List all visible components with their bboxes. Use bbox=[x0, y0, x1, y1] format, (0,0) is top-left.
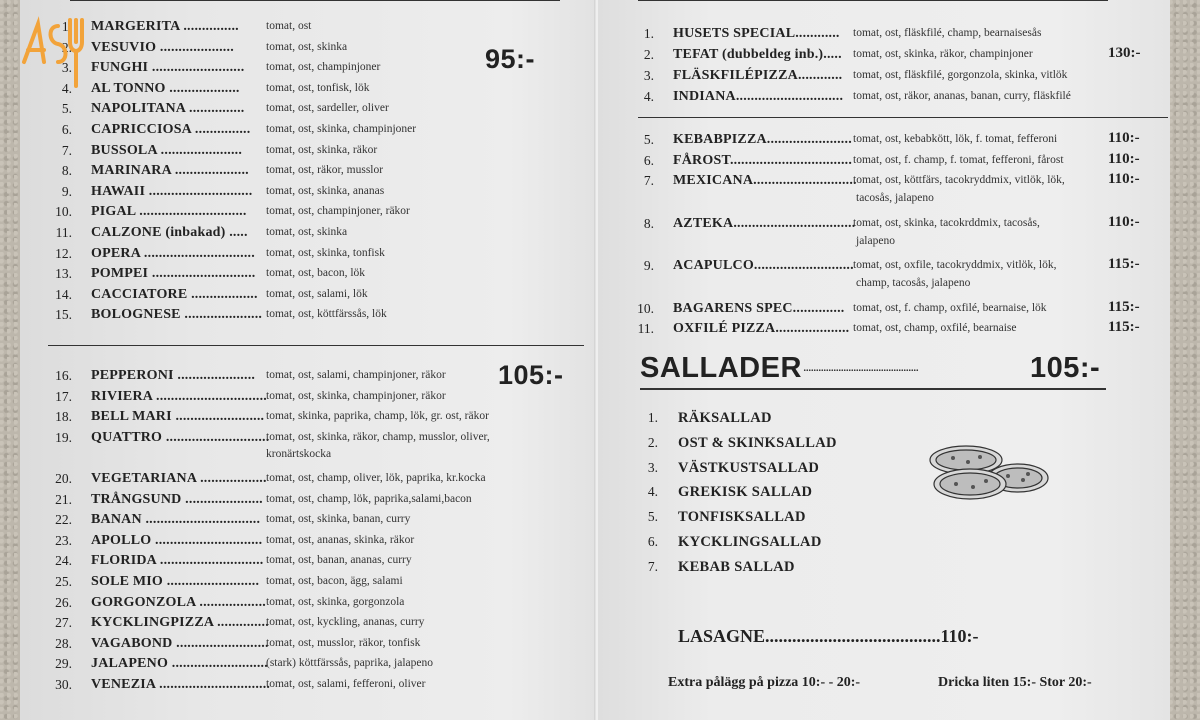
item-number: 19. bbox=[55, 429, 72, 445]
item-number: 8. bbox=[61, 163, 72, 179]
item-name: JALAPENO .......................... bbox=[91, 656, 268, 672]
item-ingredients: tomat, ost, kebabkött, lök, f. tomat, fefferoni bbox=[853, 133, 1058, 145]
item-name: TEFAT (dubbeldeg inb.)..... bbox=[673, 47, 842, 62]
restaurant-logo bbox=[18, 12, 88, 92]
item-number: 1. bbox=[61, 19, 72, 34]
item-ingredients: tomat, ost, skinka, tacokrddmix, tacosås, bbox=[853, 216, 1040, 229]
item-ingredients: tomat, ost, skinka bbox=[266, 40, 348, 53]
salad-number: 2. bbox=[647, 434, 658, 450]
sallader-title: SALLADER bbox=[640, 352, 802, 384]
item-number: 8. bbox=[643, 215, 654, 231]
item-ingredients: (stark) köttfärssås, paprika, jalapeno bbox=[266, 657, 434, 670]
item-name: BANAN ............................... bbox=[91, 512, 261, 528]
item-name: KYCKLINGPIZZA .............. bbox=[91, 615, 269, 631]
item-name: TRÅNGSUND ..................... bbox=[91, 491, 263, 507]
item-number: 6. bbox=[61, 122, 72, 137]
item-ingredients: tomat, ost bbox=[266, 20, 312, 32]
item-number: 20. bbox=[55, 470, 72, 486]
item-name: APOLLO ............................. bbox=[91, 532, 263, 548]
drinks-prices: Dricka liten 15:- Stor 20:- bbox=[938, 675, 1092, 690]
item-price: 130:- bbox=[1108, 45, 1141, 61]
item-name: VENEZIA .............................. bbox=[91, 676, 271, 692]
menu-page-left bbox=[20, 0, 596, 720]
item-number: 26. bbox=[55, 594, 72, 610]
item-name: QUATTRO ............................ bbox=[91, 429, 270, 445]
item-name: SOLE MIO ......................... bbox=[91, 573, 260, 589]
item-number: 7. bbox=[643, 173, 654, 188]
item-ingredients: tomat, ost, skinka, tonfisk bbox=[266, 246, 385, 259]
item-name: MARGERITA ............... bbox=[91, 19, 239, 34]
item-ingredients: tomat, ost, tonfisk, lök bbox=[266, 81, 370, 94]
item-number: 7. bbox=[61, 142, 72, 158]
item-name: HAWAII ............................ bbox=[91, 183, 253, 199]
item-name: CACCIATORE .................. bbox=[91, 286, 258, 302]
item-number: 22. bbox=[55, 512, 72, 528]
item-ingredients: tomat, ost, skinka, banan, curry bbox=[266, 513, 411, 526]
item-number: 18. bbox=[55, 409, 72, 425]
salad-name: TONFISKSALLAD bbox=[678, 509, 806, 526]
item-number: 12. bbox=[55, 245, 72, 261]
item-ingredients: tomat, ost, champ, oliver, lök, paprika, kr.kocka bbox=[266, 471, 486, 484]
top-rule bbox=[70, 0, 560, 1]
item-ingredients: tomat, ost, räkor, musslor bbox=[266, 164, 384, 177]
item-ingredients-cont: jalapeno bbox=[856, 234, 895, 247]
item-name: HUSETS SPECIAL............ bbox=[673, 26, 840, 41]
pizza-illustration bbox=[928, 440, 1050, 506]
item-ingredients-cont: champ, tacosås, jalapeno bbox=[856, 277, 971, 289]
item-number: 4. bbox=[643, 89, 654, 104]
item-ingredients: tomat, skinka, paprika, champ, lök, gr. ost, räkor bbox=[266, 410, 489, 423]
item-name: INDIANA............................. bbox=[673, 89, 844, 104]
lasagne-line: LASAGNE.......................................110:- bbox=[678, 626, 979, 646]
extra-toppings-note: Extra pålägg på pizza 10:- - 20:- bbox=[668, 675, 861, 690]
salad-number: 1. bbox=[647, 410, 658, 425]
item-ingredients: tomat, ost, champinjoner bbox=[266, 61, 381, 74]
item-ingredients: tomat, ost, f. champ, oxfilé, bearnaise, lök bbox=[853, 301, 1047, 314]
item-number: 27. bbox=[55, 615, 72, 631]
item-name: KEBABPIZZA....................... bbox=[673, 132, 852, 147]
item-ingredients: tomat, ost, champinjoner, räkor bbox=[266, 205, 410, 218]
item-name: PIGAL ............................. bbox=[91, 204, 247, 220]
item-ingredients: tomat, ost, champ, oxfilé, bearnaise bbox=[853, 322, 1017, 334]
item-name: FÅROST................................. bbox=[673, 152, 853, 168]
salad-name: GREKISK SALLAD bbox=[678, 484, 813, 501]
item-number: 21. bbox=[55, 491, 72, 507]
item-ingredients: tomat, ost, skinka, räkor bbox=[266, 143, 378, 156]
salad-number: 6. bbox=[647, 534, 658, 549]
price-105: 105:- bbox=[498, 360, 564, 390]
sallader-dots: .............................................. bbox=[803, 360, 918, 375]
salad-number: 5. bbox=[647, 509, 658, 525]
item-price: 110:- bbox=[1108, 130, 1140, 146]
item-name: MARINARA .................... bbox=[91, 163, 249, 179]
item-ingredients: tomat, ost, salami, lök bbox=[266, 287, 368, 300]
item-name: FUNGHI ......................... bbox=[91, 60, 245, 76]
item-price: 110:- bbox=[1108, 171, 1140, 187]
item-name: OPERA .............................. bbox=[91, 245, 255, 261]
item-name: RIVIERA .............................. bbox=[91, 388, 268, 404]
item-ingredients: tomat, ost, skinka bbox=[266, 226, 348, 238]
item-ingredients: tomat, ost, bacon, ägg, salami bbox=[266, 574, 403, 587]
item-number: 24. bbox=[55, 553, 72, 569]
item-ingredients: tomat, ost, banan, ananas, curry bbox=[266, 554, 412, 567]
item-number: 16. bbox=[55, 368, 72, 383]
item-ingredients-cont: kronärtskocka bbox=[266, 447, 332, 460]
item-price: 110:- bbox=[1108, 213, 1140, 230]
item-ingredients: tomat, ost, skinka, ananas bbox=[266, 184, 385, 197]
item-name: POMPEI ............................ bbox=[91, 266, 256, 282]
item-ingredients: tomat, ost, räkor, ananas, banan, curry, fläskfilé bbox=[853, 90, 1071, 102]
item-number: 30. bbox=[55, 676, 72, 692]
item-ingredients: tomat, ost, oxfile, tacokryddmix, vitlök, lök, bbox=[853, 259, 1057, 271]
item-ingredients: tomat, ost, köttfärs, tacokryddmix, vitlök, lök, bbox=[853, 174, 1065, 186]
item-ingredients-cont: tacosås, jalapeno bbox=[856, 192, 934, 204]
item-ingredients: tomat, ost, skinka, räkor, champinjoner bbox=[853, 48, 1033, 60]
item-price: 115:- bbox=[1108, 256, 1140, 272]
item-number: 17. bbox=[55, 388, 72, 404]
item-ingredients: tomat, ost, kyckling, ananas, curry bbox=[266, 616, 425, 629]
item-ingredients: tomat, ost, f. champ, f. tomat, fefferoni, fårost bbox=[853, 153, 1064, 166]
item-number: 11. bbox=[637, 321, 654, 336]
item-name: VEGETARIANA .................. bbox=[91, 470, 267, 486]
item-number: 4. bbox=[61, 80, 72, 96]
item-number: 10. bbox=[637, 300, 654, 316]
item-number: 9. bbox=[61, 183, 72, 199]
item-number: 13. bbox=[55, 266, 72, 282]
item-number: 2. bbox=[61, 39, 72, 55]
item-name: PEPPERONI ..................... bbox=[91, 368, 256, 383]
item-ingredients: tomat, ost, skinka, räkor, champ, musslor, oliver, bbox=[266, 430, 490, 443]
item-number: 15. bbox=[55, 307, 72, 323]
item-ingredients: tomat, ost, champ, lök, paprika,salami,bacon bbox=[266, 492, 472, 505]
item-number: 14. bbox=[55, 286, 72, 302]
item-name: GORGONZOLA .................. bbox=[91, 594, 266, 610]
item-number: 5. bbox=[61, 101, 72, 117]
salad-number: 3. bbox=[647, 459, 658, 475]
item-number: 5. bbox=[643, 132, 654, 147]
item-ingredients: tomat, ost, skinka, champinjoner, räkor bbox=[266, 389, 446, 402]
item-number: 25. bbox=[55, 573, 72, 589]
item-number: 3. bbox=[643, 68, 654, 83]
menu-page-right bbox=[598, 0, 1170, 720]
item-name: AL TONNO ................... bbox=[91, 80, 240, 96]
item-price: 110:- bbox=[1108, 150, 1140, 167]
item-ingredients: tomat, ost, köttfärssås, lök bbox=[266, 308, 387, 321]
item-name: AZTEKA................................. bbox=[673, 215, 856, 231]
top-rule-right bbox=[638, 0, 1108, 1]
item-name: FLORIDA ............................ bbox=[91, 553, 264, 569]
item-ingredients: tomat, ost, fläskfilé, gorgonzola, skinka, vitlök bbox=[853, 69, 1068, 81]
item-ingredients: tomat, ost, ananas, skinka, räkor bbox=[266, 533, 415, 546]
salad-number: 4. bbox=[647, 484, 658, 500]
item-name: BUSSOLA ...................... bbox=[91, 142, 243, 158]
item-name: CALZONE (inbakad) ..... bbox=[91, 225, 248, 240]
item-number: 23. bbox=[55, 532, 72, 548]
item-name: CAPRICCIOSA ............... bbox=[91, 122, 251, 137]
item-number: 28. bbox=[55, 635, 72, 651]
item-name: FLÄSKFILÉPIZZA............ bbox=[673, 68, 843, 83]
item-name: MEXICANA............................ bbox=[673, 173, 857, 188]
item-name: BELL MARI ........................ bbox=[91, 409, 265, 425]
item-number: 10. bbox=[55, 204, 72, 220]
item-number: 9. bbox=[643, 258, 654, 273]
salad-number: 7. bbox=[647, 558, 658, 574]
item-name: NAPOLITANA ............... bbox=[91, 101, 245, 117]
sallader-price: 105:- bbox=[1030, 352, 1101, 384]
section-divider-right bbox=[638, 117, 1168, 118]
item-name: OXFILÉ PIZZA.................... bbox=[673, 321, 850, 336]
item-ingredients: tomat, ost, bacon, lök bbox=[266, 267, 366, 280]
item-ingredients: tomat, ost, salami, champinjoner, räkor bbox=[266, 369, 446, 381]
item-number: 2. bbox=[643, 47, 654, 62]
item-name: BOLOGNESE ..................... bbox=[91, 307, 263, 323]
price-95: 95:- bbox=[485, 44, 536, 74]
item-name: VESUVIO .................... bbox=[91, 39, 234, 55]
salad-name: OST & SKINKSALLAD bbox=[678, 434, 837, 451]
item-number: 6. bbox=[643, 152, 654, 168]
salad-name: VÄSTKUSTSALLAD bbox=[678, 459, 820, 476]
sallader-underline bbox=[640, 388, 1106, 390]
item-number: 3. bbox=[61, 60, 72, 76]
item-price: 115:- bbox=[1108, 298, 1140, 315]
item-name: VAGABOND ......................... bbox=[91, 635, 269, 651]
item-number: 1. bbox=[643, 26, 654, 41]
item-number: 11. bbox=[55, 225, 72, 240]
item-ingredients: tomat, ost, fläskfilé, champ, bearnaisesås bbox=[853, 27, 1042, 39]
item-name: BAGARENS SPEC.............. bbox=[673, 300, 845, 316]
item-ingredients: tomat, ost, skinka, champinjoner bbox=[266, 123, 417, 135]
item-ingredients: tomat, ost, skinka, gorgonzola bbox=[266, 595, 405, 608]
salad-name: RÄKSALLAD bbox=[678, 410, 772, 426]
salad-name: KYCKLINGSALLAD bbox=[678, 534, 822, 550]
section-divider bbox=[48, 345, 584, 346]
item-name: ACAPULCO........................... bbox=[673, 258, 854, 273]
item-ingredients: tomat, ost, salami, fefferoni, oliver bbox=[266, 677, 426, 690]
item-price: 115:- bbox=[1108, 319, 1140, 335]
salad-name: KEBAB SALLAD bbox=[678, 558, 795, 575]
item-ingredients: tomat, ost, sardeller, oliver bbox=[266, 102, 389, 115]
item-ingredients: tomat, ost, musslor, räkor, tonfisk bbox=[266, 636, 421, 649]
item-number: 29. bbox=[55, 656, 72, 672]
